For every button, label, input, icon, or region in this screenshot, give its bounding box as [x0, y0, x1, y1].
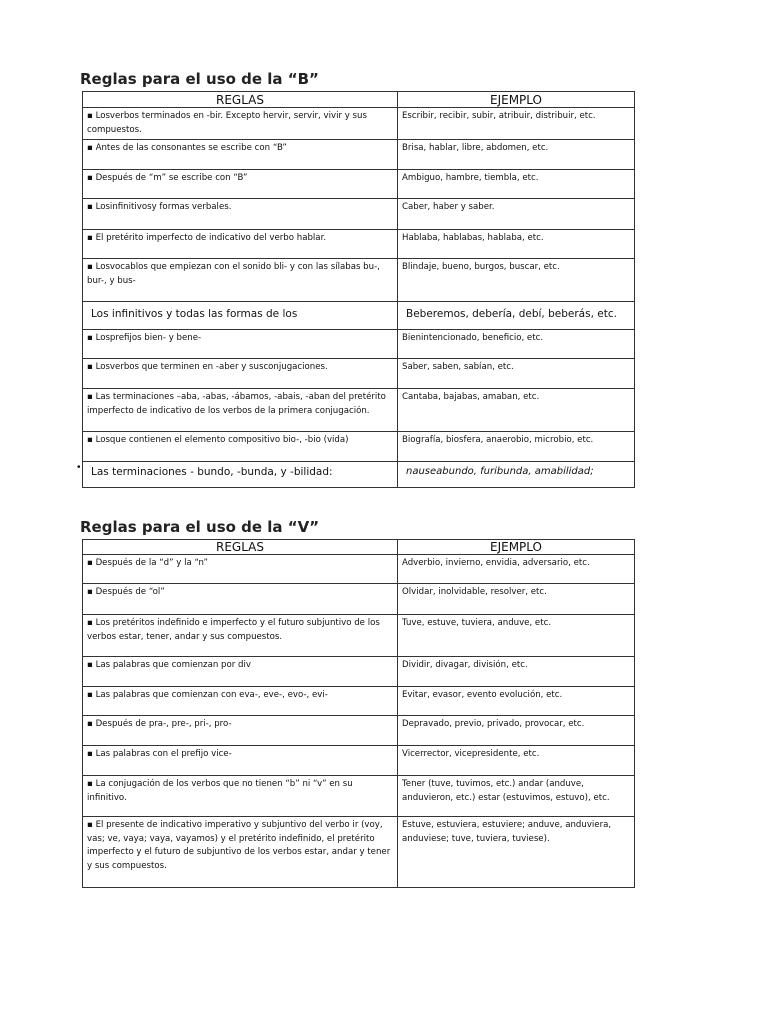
- rule-cell: ▪ Losvocablos que empiezan con el sonido bli- y con las sílabas bu-, bur-, y bus-: [83, 259, 398, 302]
- table-b: [82, 91, 635, 488]
- table-v: [82, 539, 635, 888]
- rule-cell: ▪ Las palabras que comienzan por div: [83, 657, 398, 687]
- rule-cell: ▪ Los pretéritos indefinido e imperfecto y el futuro subjuntivo de los verbos estar, tener, andar y sus compuestos.: [83, 615, 398, 657]
- rule-cell: ▪ Las palabras con el prefijo vice-: [83, 746, 398, 776]
- section-v-title: Reglas para el uso de la “V”: [80, 518, 320, 536]
- example-cell: Escribir, recibir, subir, atribuir, distribuir, etc.: [398, 108, 635, 140]
- rule-cell: ▪ Losque contienen el elemento compositivo bio-, -bio (vida): [83, 432, 398, 462]
- header-rules: REGLAS: [83, 540, 398, 555]
- example-cell: Estuve, estuviera, estuviere; anduve, anduviera, anduviese; tuve, tuviera, tuviese).: [398, 817, 635, 888]
- rule-cell: ▪ Losverbos terminados en -bir. Excepto hervir, servir, vivir y sus compuestos.: [83, 108, 398, 140]
- rule-cell: Las terminaciones - bundo, -bunda, y -bilidad:: [83, 462, 398, 488]
- rule-cell: ▪ Losprefijos bien- y bene-: [83, 330, 398, 359]
- example-cell: Caber, haber y saber.: [398, 199, 635, 230]
- example-cell: Ambiguo, hambre, tiembla, etc.: [398, 170, 635, 199]
- section-b-title: Reglas para el uso de la “B”: [80, 70, 319, 88]
- rule-cell: ▪ Losinfinitivosy formas verbales.: [83, 199, 398, 230]
- rule-cell: ▪ Después de “ol”: [83, 584, 398, 615]
- rule-cell: ▪ La conjugación de los verbos que no tienen “b” ni “v” en su infinitivo.: [83, 776, 398, 817]
- example-cell: Depravado, previo, privado, provocar, etc.: [398, 716, 635, 746]
- example-cell: Blindaje, bueno, burgos, buscar, etc.: [398, 259, 635, 302]
- header-rules: REGLAS: [83, 92, 398, 108]
- example-cell: Tener (tuve, tuvimos, etc.) andar (anduve, anduvieron, etc.) estar (estuvimos, estuvo), etc.: [398, 776, 635, 817]
- header-example: EJEMPLO: [398, 92, 635, 108]
- rule-cell: ▪ Después de pra-, pre-, pri-, pro-: [83, 716, 398, 746]
- example-cell: Beberemos, debería, debí, beberás, etc.: [398, 302, 635, 330]
- example-cell: Cantaba, bajabas, amaban, etc.: [398, 389, 635, 432]
- example-cell: Saber, saben, sabían, etc.: [398, 359, 635, 389]
- example-cell: Hablaba, hablabas, hablaba, etc.: [398, 230, 635, 259]
- bullet-icon: •: [77, 462, 81, 473]
- example-cell: Dividir, divagar, división, etc.: [398, 657, 635, 687]
- example-cell: nauseabundo, furibunda, amabilidad;: [398, 462, 635, 488]
- rule-cell: ▪ Antes de las consonantes se escribe con “B”: [83, 140, 398, 170]
- header-example: EJEMPLO: [398, 540, 635, 555]
- rule-cell: ▪ Las terminaciones –aba, -abas, -ábamos, -abais, -aban del pretérito imperfecto de indicativo de los verbos de la primera conjugación.: [83, 389, 398, 432]
- rule-cell: ▪ Las palabras que comienzan con eva-, eve-, evo-, evi-: [83, 687, 398, 716]
- rule-cell: ▪ El pretérito imperfecto de indicativo del verbo hablar.: [83, 230, 398, 259]
- example-cell: Olvidar, inolvidable, resolver, etc.: [398, 584, 635, 615]
- rule-cell: Los infinitivos y todas las formas de los: [83, 302, 398, 330]
- example-cell: Bienintencionado, beneficio, etc.: [398, 330, 635, 359]
- example-cell: Biografía, biosfera, anaerobio, microbio, etc.: [398, 432, 635, 462]
- rule-cell: ▪ Después de la “d” y la “n”: [83, 555, 398, 584]
- example-cell: Vicerrector, vicepresidente, etc.: [398, 746, 635, 776]
- example-cell: Tuve, estuve, tuviera, anduve, etc.: [398, 615, 635, 657]
- rule-cell: ▪ El presente de indicativo imperativo y subjuntivo del verbo ir (voy, vas; ve, vaya; vaya, vayamos) y el pretérito indefinido, el pretérito imperfecto y el futuro de subjuntivo de los verbos estar, andar y tener y sus compuestos.: [83, 817, 398, 888]
- example-cell: Adverbio, invierno, envidia, adversario, etc.: [398, 555, 635, 584]
- example-cell: Brisa, hablar, libre, abdomen, etc.: [398, 140, 635, 170]
- rule-cell: ▪ Después de “m” se escribe con “B”: [83, 170, 398, 199]
- rule-cell: ▪ Losverbos que terminen en -aber y susconjugaciones.: [83, 359, 398, 389]
- example-cell: Evitar, evasor, evento evolución, etc.: [398, 687, 635, 716]
